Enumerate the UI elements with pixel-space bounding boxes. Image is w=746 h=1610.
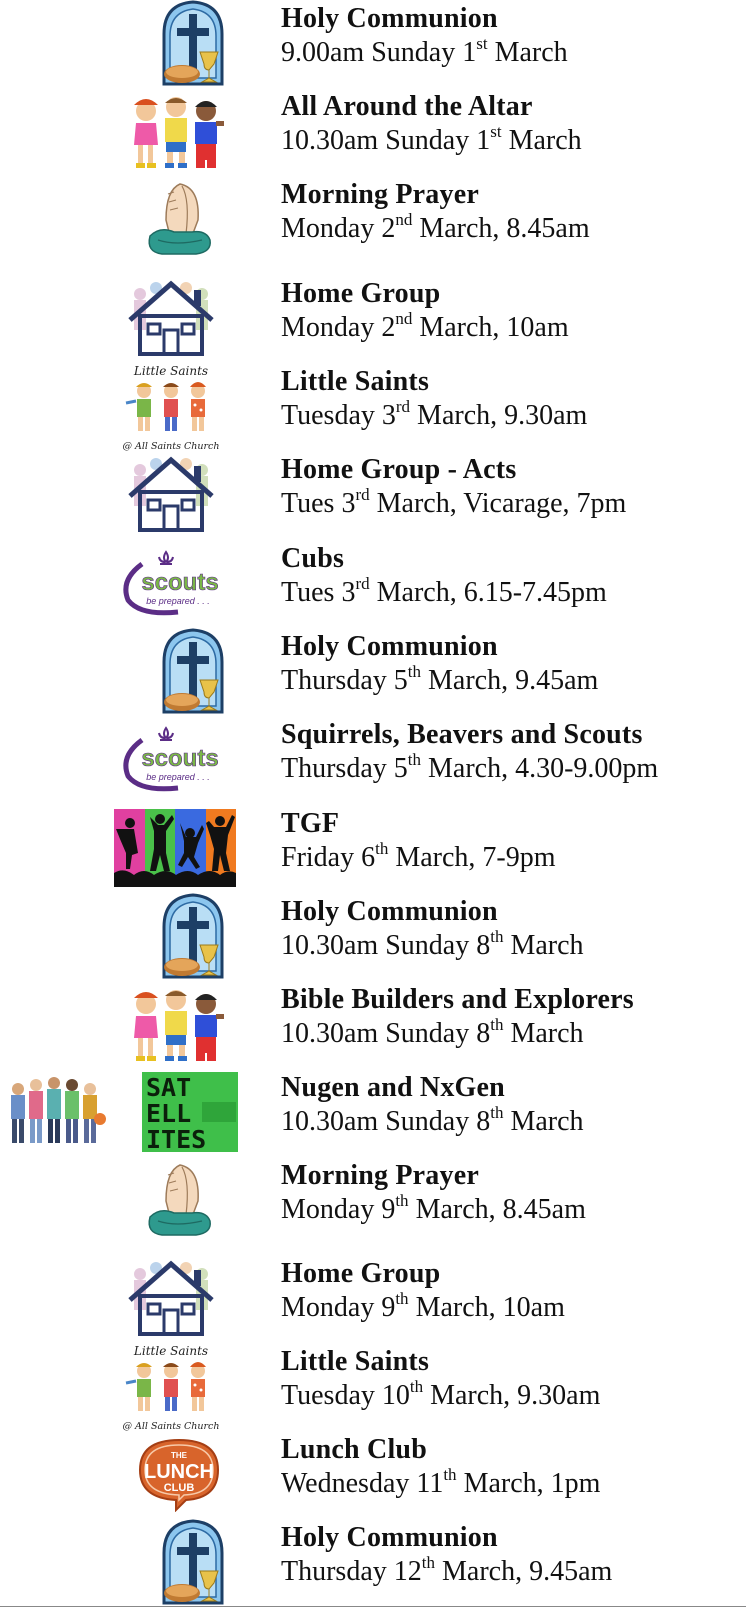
event-when [281,661,599,698]
event-when-rest: March, 10am [412,312,569,343]
little-saints-logo-icon [114,1343,228,1433]
scouts-logo-icon [118,726,232,792]
event-when-ordinal: th [443,1464,457,1484]
event-title: Cubs [281,543,345,574]
event-when-ordinal: th [407,661,421,681]
event-title: Bible Builders and Explorers [281,984,634,1015]
event-when-rest: March, 10am [408,1292,565,1323]
lunch-club-logo-line-1: THE [171,1451,187,1460]
house-icon [126,278,216,358]
event-when-part: Tuesday 3 [281,400,396,431]
little-saints-logo-subtitle: @ All Saints Church [122,441,220,452]
event-title: Holy Communion [281,896,498,927]
event-row [0,275,746,363]
event-when-ordinal: th [490,1102,504,1122]
church-window-icon [160,0,226,86]
event-when-rest: March [501,125,582,156]
teens-group-icon-wrap [6,1075,106,1147]
satellites-logo-line-2: ELL [146,1099,192,1128]
event-row [0,805,746,893]
house-icon [126,1258,216,1338]
event-text [281,1257,565,1325]
event-title: Little Saints [281,366,430,397]
event-when-ordinal: th [407,749,421,769]
event-when-part: Monday 9 [281,1194,396,1225]
event-when-part: Tuesday 10 [281,1380,410,1411]
little-saints-logo-title: Little Saints [133,1344,209,1358]
event-when-rest: March [503,930,584,961]
event-when-ordinal: th [409,1376,424,1396]
event-when-part: Thursday 5 [281,665,408,696]
event-title: Holy Communion [281,1522,498,1553]
event-when [281,484,627,521]
lunch-club-logo-line-2: LUNCH [144,1461,214,1483]
event-when-rest: March, Vicarage, 7pm [369,488,627,519]
event-title: Holy Communion [281,3,498,34]
event-text [281,1159,586,1227]
event-when-rest: March, 8.45am [408,1194,586,1225]
event-when [281,1190,586,1227]
event-title: TGF [281,808,340,839]
house-icon [126,454,216,534]
event-when-part: 10.30am Sunday 8 [281,930,491,961]
event-row [0,0,746,88]
event-when-ordinal: st [476,33,488,53]
event-when-part: Friday 6 [281,842,376,873]
event-row [0,451,746,539]
event-text [281,542,607,610]
event-when-ordinal: th [421,1552,435,1572]
event-row [0,1343,746,1431]
event-when-ordinal: th [375,838,389,858]
event-when-part: 10.30am Sunday 1 [281,125,491,156]
event-text [281,1433,600,1501]
dancing-silhouettes-icon [114,809,236,887]
event-when [281,121,582,158]
event-when-rest: March, 9.30am [423,1380,601,1411]
little-saints-logo-subtitle: @ All Saints Church [122,1421,220,1432]
event-title: Home Group - Acts [281,454,517,485]
event-row [0,1519,746,1607]
event-when [281,1288,565,1325]
event-when-rest: March, 1pm [456,1468,601,1499]
event-text [281,983,634,1051]
event-when-rest: March, 6.15-7.45pm [369,577,607,608]
event-title: Holy Communion [281,631,498,662]
event-row [0,1431,746,1519]
event-text [281,718,658,786]
event-when-rest: March [503,1106,584,1137]
event-when [281,1102,584,1139]
event-when-part: Tues 3 [281,488,356,519]
event-row [0,540,746,628]
event-text [281,2,568,70]
praying-hands-icon [140,180,220,258]
event-when [281,926,584,963]
church-window-icon [160,628,226,714]
little-saints-logo-icon [114,363,228,453]
event-row [0,893,746,981]
event-when [281,308,569,345]
scouts-logo-icon [118,550,232,616]
children-group-icon [128,984,226,1064]
event-row [0,628,746,716]
event-when-ordinal: nd [395,209,413,229]
teens-group-icon [6,1075,106,1147]
event-when-ordinal: th [490,926,504,946]
event-row [0,1157,746,1245]
event-title: Morning Prayer [281,179,479,210]
event-row [0,176,746,264]
event-row [0,88,746,176]
event-when-ordinal: nd [395,308,413,328]
event-when-part: 10.30am Sunday 8 [281,1106,491,1137]
event-when [281,33,568,70]
event-when-rest: March, 8.45am [412,213,590,244]
event-when-rest: March, 9.30am [410,400,588,431]
event-text [281,365,587,433]
children-group-icon [128,91,226,171]
event-title: Morning Prayer [281,1160,479,1191]
event-when [281,396,588,433]
praying-hands-icon [140,1161,220,1239]
event-title: Lunch Club [281,1434,427,1465]
scouts-logo-word: scouts [141,745,219,772]
event-text [281,90,582,158]
event-row [0,716,746,804]
event-text [281,277,569,345]
satellites-logo-line-1: SAT [146,1073,192,1102]
event-when-part: Monday 2 [281,213,396,244]
event-when-rest: March, 4.30-9.00pm [421,753,659,784]
event-when-rest: March [503,1018,584,1049]
event-when-rest: March, 7-9pm [388,842,556,873]
event-when-ordinal: rd [395,396,411,416]
event-text [281,1071,584,1139]
event-when-rest: March, 9.45am [435,1556,613,1587]
event-when [281,209,590,246]
event-row [0,1255,746,1343]
event-when-ordinal: st [490,121,502,141]
event-row [0,981,746,1069]
event-title: Little Saints [281,1346,430,1377]
event-when-ordinal: rd [355,484,370,504]
scouts-logo-word: scouts [141,569,219,596]
event-when-part: Thursday 5 [281,753,408,784]
event-title: Squirrels, Beavers and Scouts [281,719,643,750]
event-when [281,1552,613,1589]
event-when-ordinal: th [395,1190,409,1210]
event-text [281,807,556,875]
event-when-part: Tues 3 [281,577,356,608]
event-when-ordinal: th [490,1014,504,1034]
event-text [281,453,626,521]
event-when-ordinal: rd [355,573,370,593]
event-when-ordinal: th [395,1288,409,1308]
event-when-part: Wednesday 11 [281,1468,444,1499]
event-title: Home Group [281,1258,441,1289]
event-title: Home Group [281,278,441,309]
event-when-part: Thursday 12 [281,1556,422,1587]
event-when [281,1014,634,1051]
lunch-club-logo-icon [136,1436,222,1512]
event-text [281,895,584,963]
event-title: Nugen and NxGen [281,1072,505,1103]
event-when [281,573,607,610]
lunch-club-logo-line-3: CLUB [163,1482,195,1494]
event-text [281,630,598,698]
event-when-rest: March, 9.45am [421,665,599,696]
event-text [281,178,590,246]
event-when-part: Monday 2 [281,312,396,343]
church-window-icon [160,1519,226,1605]
event-text [281,1345,600,1413]
scouts-logo-motto: be prepared . . . [146,772,210,782]
event-row [0,363,746,451]
church-window-icon [160,893,226,979]
satellites-logo-line-3: ITES [146,1125,207,1152]
event-when [281,1376,601,1413]
event-when-part: 10.30am Sunday 8 [281,1018,491,1049]
event-when [281,1464,601,1501]
satellites-logo-icon [142,1072,238,1152]
page-bottom-rule [0,1606,746,1607]
event-when [281,749,659,786]
event-title: All Around the Altar [281,91,533,122]
event-row [0,1069,746,1157]
event-when-rest: March [487,37,568,68]
event-when-part: Monday 9 [281,1292,396,1323]
event-text [281,1521,612,1589]
little-saints-logo-title: Little Saints [133,364,209,378]
event-when [281,838,556,875]
scouts-logo-motto: be prepared . . . [146,596,210,606]
event-when-part: 9.00am Sunday 1 [281,37,477,68]
